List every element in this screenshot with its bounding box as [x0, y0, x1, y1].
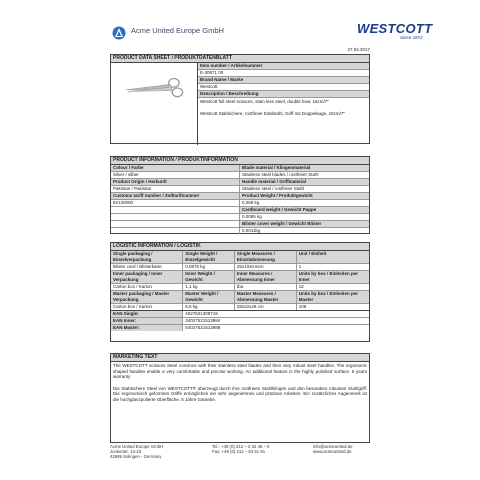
product-data-title: PRODUCT DATA SHEET / PRODUKTDATENBLATT: [111, 55, 369, 63]
footer-city: 42699 Solingen - Germany: [110, 454, 162, 460]
product-info-left-cell: Silver / silber: [111, 172, 240, 178]
product-info-right-cell: Handle material / Griffmaterial: [240, 179, 369, 185]
footer-phone: [212, 444, 269, 454]
footer-tel: Tel.: +49 (0) 212 – 2 32 45 – 0: [212, 444, 270, 449]
logistic-cell: Master Weight / Gewicht: [183, 291, 235, 303]
scissors-icon: [115, 75, 193, 101]
logistic-cell: tba: [235, 284, 297, 290]
footer-contact: [313, 444, 352, 454]
product-info-row: [111, 179, 369, 186]
logistic-cell: Carton box / Karton: [111, 284, 183, 290]
brand-name-label: Brand Name / Marke: [198, 77, 369, 84]
logistic-cell: Master packaging / Master Verpackung: [111, 291, 183, 303]
logistic-cell: Single Weight / Einzelgewicht: [183, 251, 235, 263]
product-info-left-cell: Pakistan / Pakistan: [111, 186, 240, 192]
logistic-cell: 0,0876 kg: [183, 264, 235, 270]
description-de: Westcott Stahlschere, rostfreier Edelstahl, Griff mit Doppelauge, 18cm/7": [200, 110, 345, 116]
logistic-cell: Units by box / Einheiten per Master: [297, 291, 369, 303]
logistic-cell: Carton box / Karton: [111, 304, 183, 310]
product-data-section: [110, 54, 370, 144]
brand-logo-text: WESTCOTT: [357, 21, 433, 36]
marketing-section: [110, 353, 370, 443]
logistic-cell: 8,6 kg: [183, 304, 235, 310]
product-info-right-cell: Stainless steel blades / rostfreier Stahl: [242, 172, 319, 177]
product-info-row: [111, 186, 369, 193]
product-info-left-cell: [111, 207, 240, 213]
marketing-title: MARKETING TEXT: [111, 354, 369, 362]
ean-label: EAN Single:: [111, 311, 183, 317]
ean-label: EAN Inner:: [111, 318, 183, 324]
product-info-right-cell: Product Weight / Produktgewicht: [240, 193, 369, 199]
ean-row: [111, 311, 369, 318]
ean-label: EAN Master:: [111, 325, 183, 331]
logistic-row: [111, 291, 369, 304]
company-logo-icon: [112, 26, 126, 40]
logistic-cell: 108: [298, 304, 307, 309]
product-info-left-cell: [111, 221, 240, 227]
logistic-row: [111, 304, 369, 310]
ean-row: [111, 325, 369, 331]
logistic-cell: Inner Measures / Abmessung Inner: [235, 271, 297, 283]
ean-value: 4027521308718: [185, 311, 218, 316]
logistic-cell: Master Measures / Abmessung Master: [235, 291, 297, 303]
logistic-cell: 28x22x28 cm: [235, 304, 297, 310]
footer-address: [110, 444, 163, 460]
brand-name-value: Westcott: [198, 84, 369, 91]
product-info-left-cell: [111, 228, 240, 234]
product-info-row: [111, 200, 369, 207]
ean-row: [111, 318, 369, 325]
marketing-text-en: The WESTCOTT scissors Steel convince with their stainless steel blades and their very robust steel handles. The ergonomic shaped handles enable a very comfortable and precise working. An additional feature is the highly polished surface. 5 years warranty: [113, 363, 367, 379]
product-info-row: [111, 228, 369, 234]
product-information-title: PRODUCT INFORMATION / PRODUKTINFORMATION: [111, 157, 369, 165]
product-info-right-cell: 0,0085 kg: [242, 214, 262, 219]
item-number-value: E-30871 00: [198, 70, 369, 77]
logistic-title: LOGISTIC INFORMATION / LOGISTIK: [111, 243, 369, 251]
product-info-right-cell: 0,0011kg: [242, 228, 261, 233]
product-info-left-cell: 82130000: [111, 200, 240, 206]
product-info-row: [111, 165, 369, 172]
description-label: Description / Beschreibung: [198, 91, 369, 98]
footer-company: Acme United Europe GmbH: [110, 444, 164, 449]
product-info-right-cell: Blade material / Klingenmaterial: [240, 165, 369, 171]
logistic-cell: 25x10x0,6cm: [235, 264, 297, 270]
logistic-row: [111, 284, 369, 291]
logistic-cell: Single packaging / Einzelverpackung: [111, 251, 183, 263]
product-information-section: [110, 156, 370, 234]
description-en: Westcott full steel scissors, stain less steel, double bow, 18cm/7": [200, 99, 329, 104]
company-name: Acme United Europe GmbH: [131, 26, 224, 35]
product-info-row: [111, 221, 369, 228]
footer-fax: Fax: +49 (0) 212 – 53 51 91: [212, 449, 266, 455]
product-info-left-cell: [111, 214, 240, 220]
logistic-row: [111, 251, 369, 264]
logistic-cell: 1,1 kg: [183, 284, 235, 290]
ean-value: 34027521513984: [185, 318, 221, 323]
logistic-row: [111, 264, 369, 271]
product-info-row: [111, 207, 369, 214]
product-info-row: [111, 214, 369, 221]
item-number-label: Item number / Artikelnummer: [198, 63, 369, 70]
product-info-row: [111, 193, 369, 200]
marketing-text-de: Die Stahlschere Steel von WESTCOTT® überzeugt durch ihre rostfreien Stahlklingen und den besonders robusten Stahlgriff. Die ergonomisch geformten Griffe ermöglichen ein sehr angenehmes und präzises Arbeiten. Ein zusätzliches Augenmerk ist die hochglanzpolierte Oberfläche. 5 Jahre Garantie.: [113, 385, 367, 402]
logistic-cell: 1: [298, 264, 302, 269]
logistic-cell: Inner Weight / Gewicht: [183, 271, 235, 283]
brand-since-text: Since 1872: [400, 35, 423, 40]
logistic-cell: Single Measures / Einzelabmessung: [235, 251, 297, 263]
logistic-section: [110, 242, 370, 342]
product-info-right-cell: Blister cover weight / Gewicht Blister: [240, 221, 369, 227]
logistic-cell: Inner packaging / Inner Verpackung: [111, 271, 183, 283]
ean-value: 54027521513988: [185, 325, 221, 330]
product-info-right-cell: Stainless steel / rostfreier Stahl: [242, 186, 305, 191]
product-image: [111, 63, 198, 145]
footer-email-link[interactable]: info@acmeunited.de: [313, 444, 353, 449]
footer-street: Jonkeratr. 13-15: [110, 449, 142, 455]
footer-web-link[interactable]: www.acmeunited.de: [313, 449, 352, 455]
product-info-right-cell: Cardboard weight / Gewicht Pappe: [240, 207, 369, 213]
logistic-cell: Units by box / Einheiten per Inner: [297, 271, 369, 283]
product-info-right-cell: 0,069 kg: [242, 200, 260, 205]
product-info-row: [111, 172, 369, 179]
logistic-cell: Blister card / Blisterkarte: [111, 264, 183, 270]
product-info-left-cell: Colour / Farbe: [111, 165, 240, 171]
document-date: 27.04.2017: [347, 47, 370, 52]
logistic-cell: 12: [298, 284, 304, 289]
product-info-left-cell: Customs tariff number / Zolltarifnummer: [111, 193, 240, 199]
logistic-cell: Unit / Einheit: [297, 251, 369, 263]
logistic-row: [111, 271, 369, 284]
product-info-left-cell: Product Origin / Herkunft: [111, 179, 240, 185]
